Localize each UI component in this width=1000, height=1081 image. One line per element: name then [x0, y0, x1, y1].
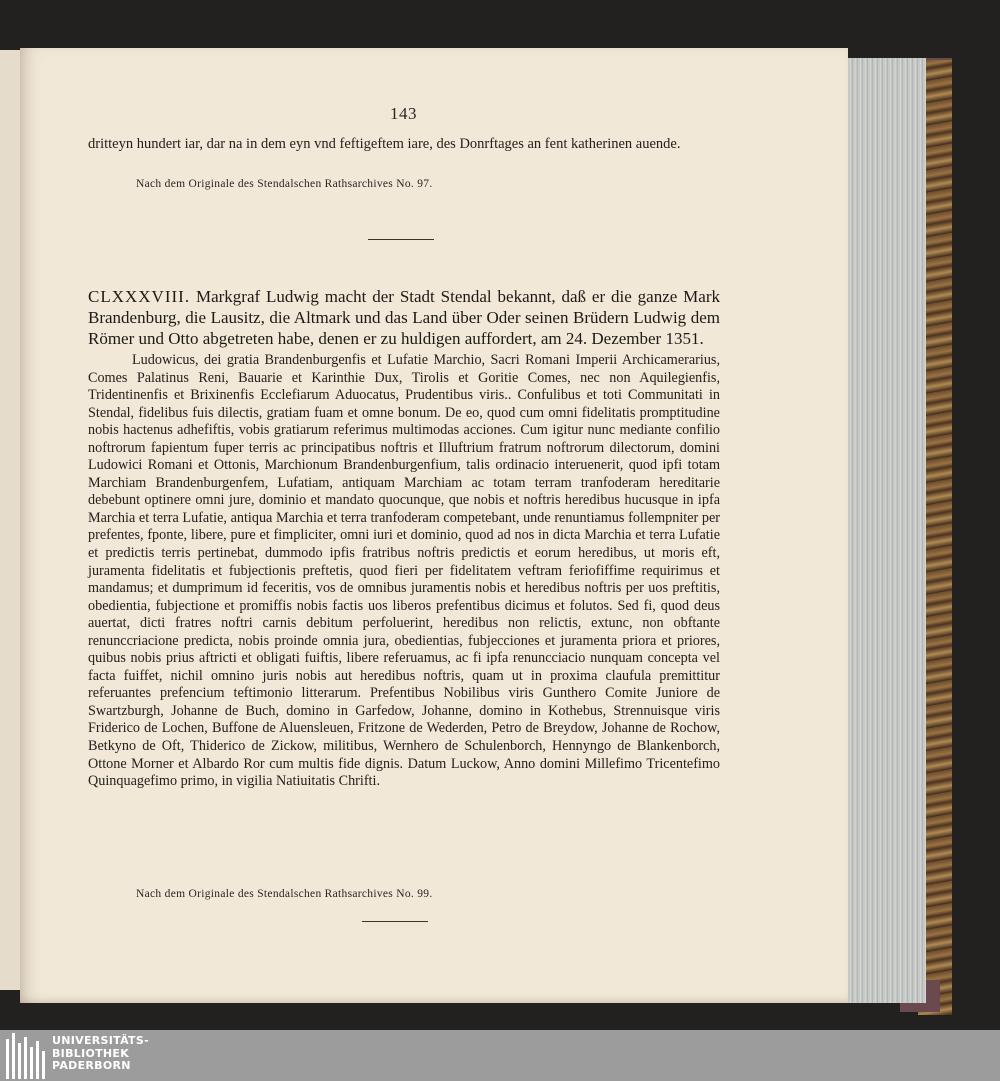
document-body: Ludowicus, dei gratia Brandenburgenfis et Lufatie Marchio, Sacri Romani Imperii Archicamerarius, Comes Palatinus Reni, Bauarie et Karinthie Dux, Tirolis et Goritie Comes, nec non Aquilegienfis, Tridentinenfis et Brixinenfis Ecclefiarum Aduocatus, Prudentibus viris.. Confulibus et toti Communitati in Stendal, fidelibus fuis dilectis, gratiam fuam et omne bonum. De eo, quod cum omni fidelitatis promptitudine nobis hactenus adhefiftis, vobis gratiarum referimus multimodas acciones. Cum igitur nunc mediante confilio noftrorum fapientum fuper terris ac principatibus noftris et Illuftrium fratrum noftrorum dilectorum, domini Ludowici Romani et Ottonis, Marchionum Brandenburgenfium, talis ordinacio interuenerit, quod ipfi totam Marchiam Brandenburgenfem, Lufatiam, antiquam Marchiam ac totam terram tranfoderam hereditarie debebunt optinere omni jure, dominio et mandato quocunque, que nobis et noftris heredibus hucusque in ipfa Marchia et terra Lufatie, antiqua Marchia et terra tranfoderam competebant, unde renuntiamus follempniter per prefentes, fponte, libere, pure et fimpliciter, omni iuri et dominio, quod ad nos in dicta Marchia et terra Lufatie et predictis terris pertinebat, dummodo ipfis fratribus noftris predictis et eorum heredibus, ut moris eft, juramenta fidelitatis et fubjectionis preftetis, quod fieri per fidelitatem veftram feriofiffime requirimus et mandamus; et dumprimum id feceritis, vos de omnibus juramentis nobis et heredibus noftris per uos preftitis, obedientia, fubjectione et promiffis nobis factis uos liberos prefentibus dicimus et folutos. Sed fi, quod deus auertat, dicti fratres noftri carnis debitum perfoluerint, heredibus non relictis, extunc, non obftante renunccriacione predicta, nobis proinde omnia jura, obedientias, fubjecciones et juramenta priora et priores, quibus nobis prius aftricti et obligati fuiftis, libere referuamus, ac fi ipfa renuncciacio nunquam concepta vel facta fuiffet, nichil omnino juris nobis aut heredibus noftris, quam ut in proxima claufula premittitur referuantes prefencium teftimonio litterarum. Prefentibus Nobilibus viris Gunthero Comite Juniore de Swartzburgh, Johanne de Buch, domino in Garfedow, Johanne, domino in Kothebus, Strennuisque viris Friderico de Lochen, Buffone de Aluensleuen, Fritzone de Wederden, Petro de Breydow, Johanne de Rochow, Betkyno de Oft, Thiderico de Zickow, militibus, Wernhero de Schulenborch, Hennyngo de Blankenborch, Ottone Morner et Albardo Ror cum multis fide dignis. Datum Luckow, Anno domini Millefimo Tricentefimo Quinquagefimo primo, in vigilia Natiuitatis Chrifti.: [88, 352, 720, 790]
page-block-edge: [842, 58, 926, 1003]
document-heading: [88, 286, 720, 349]
page-number: 143: [390, 104, 417, 123]
logo-line: UNIVERSITÄTS-: [52, 1034, 149, 1047]
logo-line: PADERBORN: [52, 1059, 131, 1072]
library-logo-icon: [4, 1033, 48, 1079]
library-logo-text: [52, 1035, 149, 1073]
continuation-text: dritteyn hundert iar, dar na in dem eyn vnd feftigeftem iare, des Donrftages an fent katherinen auende.: [88, 136, 681, 152]
section-divider: [362, 921, 428, 922]
source-note: Nach dem Originale des Stendalschen Rathsarchives No. 99.: [136, 888, 433, 900]
logo-line: BIBLIOTHEK: [52, 1046, 130, 1060]
source-note: Nach dem Originale des Stendalschen Rathsarchives No. 97.: [136, 178, 433, 190]
facing-page-edge: [0, 50, 22, 990]
document-title: Markgraf Ludwig macht der Stadt Stendal bekannt, daß er die ganze Mark Brandenburg, die Lausitz, die Altmark und das Land über Oder seinen Brüdern Ludwig dem Römer und Otto abgetreten habe, denen er zu huldigen auffordert, am 24. Dezember 1351.: [88, 287, 720, 348]
library-footer-bar: [0, 1030, 1000, 1081]
section-divider: [368, 239, 434, 240]
document-number: CLXXXVIII.: [88, 287, 191, 306]
